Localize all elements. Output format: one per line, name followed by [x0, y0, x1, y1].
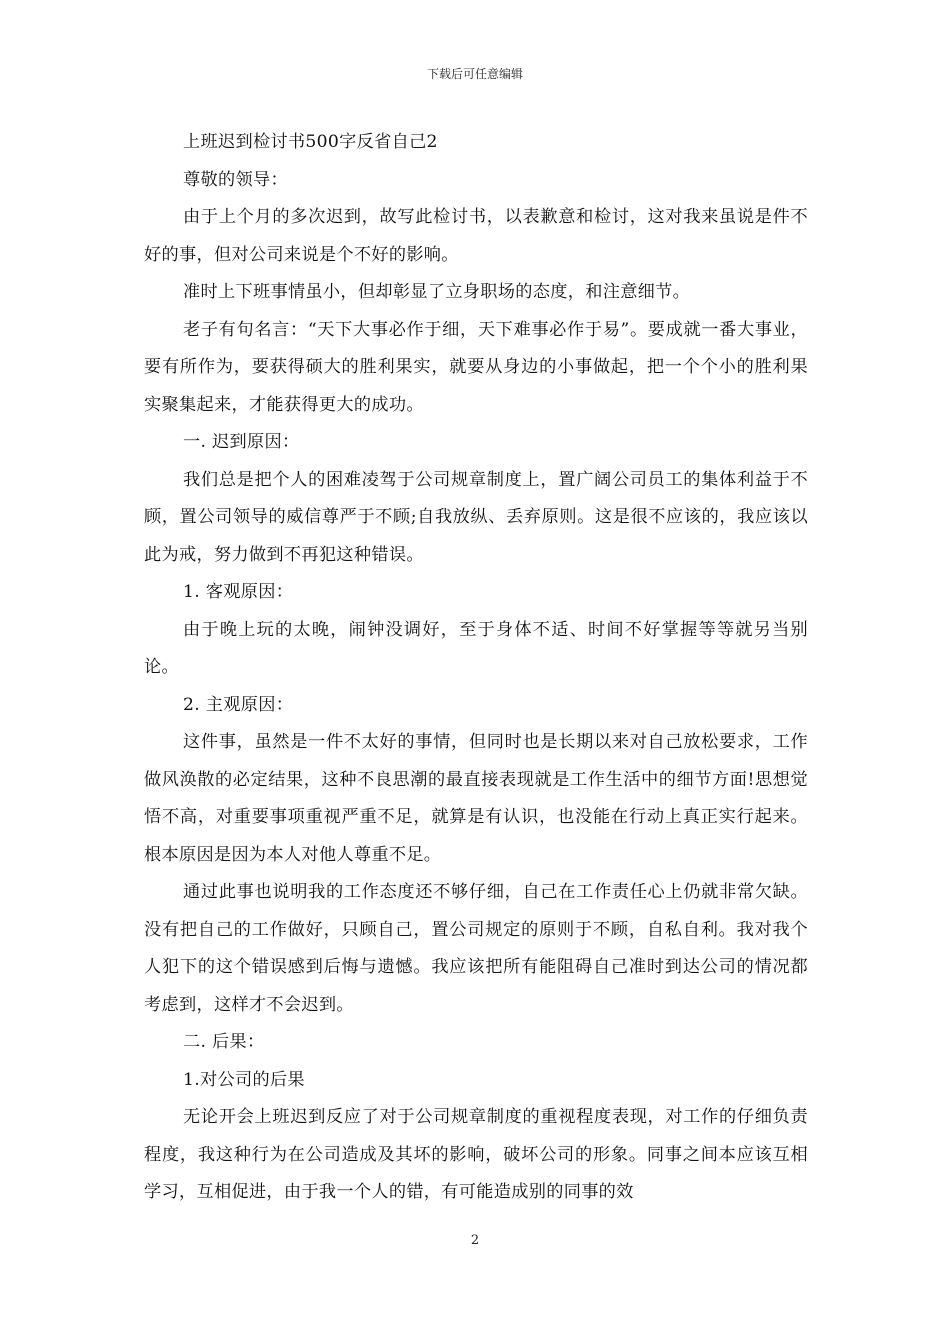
- document-title: 上班迟到检讨书500字反省自己2: [183, 132, 438, 152]
- section-heading: 二. 后果：: [183, 1032, 265, 1052]
- section-heading: 一. 迟到原因：: [183, 432, 300, 452]
- paragraph: 通过此事也说明我的工作态度还不够仔细，自己在工作责任心上仍就非常欠缺。没有把自己的工作做好，只顾自己，置公司规定的原则于不顾，自私自利。我对我个人犯下的这个错误感到后悔与遗憾。我应该把所有能阻碍自己准时到达公司的情况都考虑到，这样才不会迟到。: [144, 882, 808, 1015]
- subsection-heading: 1. 客观原因：: [183, 582, 294, 602]
- paragraph: 由于上个月的多次迟到，故写此检讨书，以表歉意和检讨，这对我来虽说是件不好的事，但对公司来说是个不好的影响。: [144, 207, 808, 265]
- paragraph: 无论开会上班迟到反应了对于公司规章制度的重视程度表现，对工作的仔细负责程度，我这种行为在公司造成及其坏的影响，破坏公司的形象。同事之间本应该互相学习，互相促进，由于我一个人的错，有可能造成别的同事的效: [144, 1107, 808, 1202]
- document-body: [144, 124, 808, 1212]
- salutation: 尊敬的领导：: [183, 169, 288, 190]
- paragraph: 由于晚上玩的太晚，闹钟没调好，至于身体不适、时间不好掌握等等就另当别论。: [144, 619, 808, 677]
- subsection-heading: 1.对公司的后果: [183, 1069, 305, 1090]
- subsection-heading: 2. 主观原因：: [183, 694, 294, 715]
- paragraph: 老子有句名言：“天下大事必作于细，天下难事必作于易”。要成就一番大事业，要有所作为，要获得硕大的胜利果实，就要从身边的小事做起，把一个个小的胜利果实聚集起来，才能获得更大的成功。: [144, 319, 808, 415]
- paragraph: 准时上下班事情虽小，但却彰显了立身职场的态度，和注意细节。: [183, 282, 691, 302]
- paragraph: 我们总是把个人的困难凌驾于公司规章制度上，置广阔公司员工的集体利益于不顾，置公司领导的威信尊严于不顾;自我放纵、丢弃原则。这是很不应该的，我应该以此为戒，努力做到不再犯这种错误。: [144, 469, 808, 565]
- page-header: 下载后可任意编辑: [426, 67, 523, 81]
- page-number: 2: [470, 1233, 480, 1248]
- paragraph: 这件事，虽然是一件不太好的事情，但同时也是长期以来对自己放松要求，工作做风涣散的必定结果，这种不良思潮的最直接表现就是工作生活中的细节方面!思想觉悟不高，对重要事项重视严重不足，就算是有认识，也没能在行动上真正实行起来。根本原因是因为本人对他人尊重不足。: [144, 732, 808, 865]
